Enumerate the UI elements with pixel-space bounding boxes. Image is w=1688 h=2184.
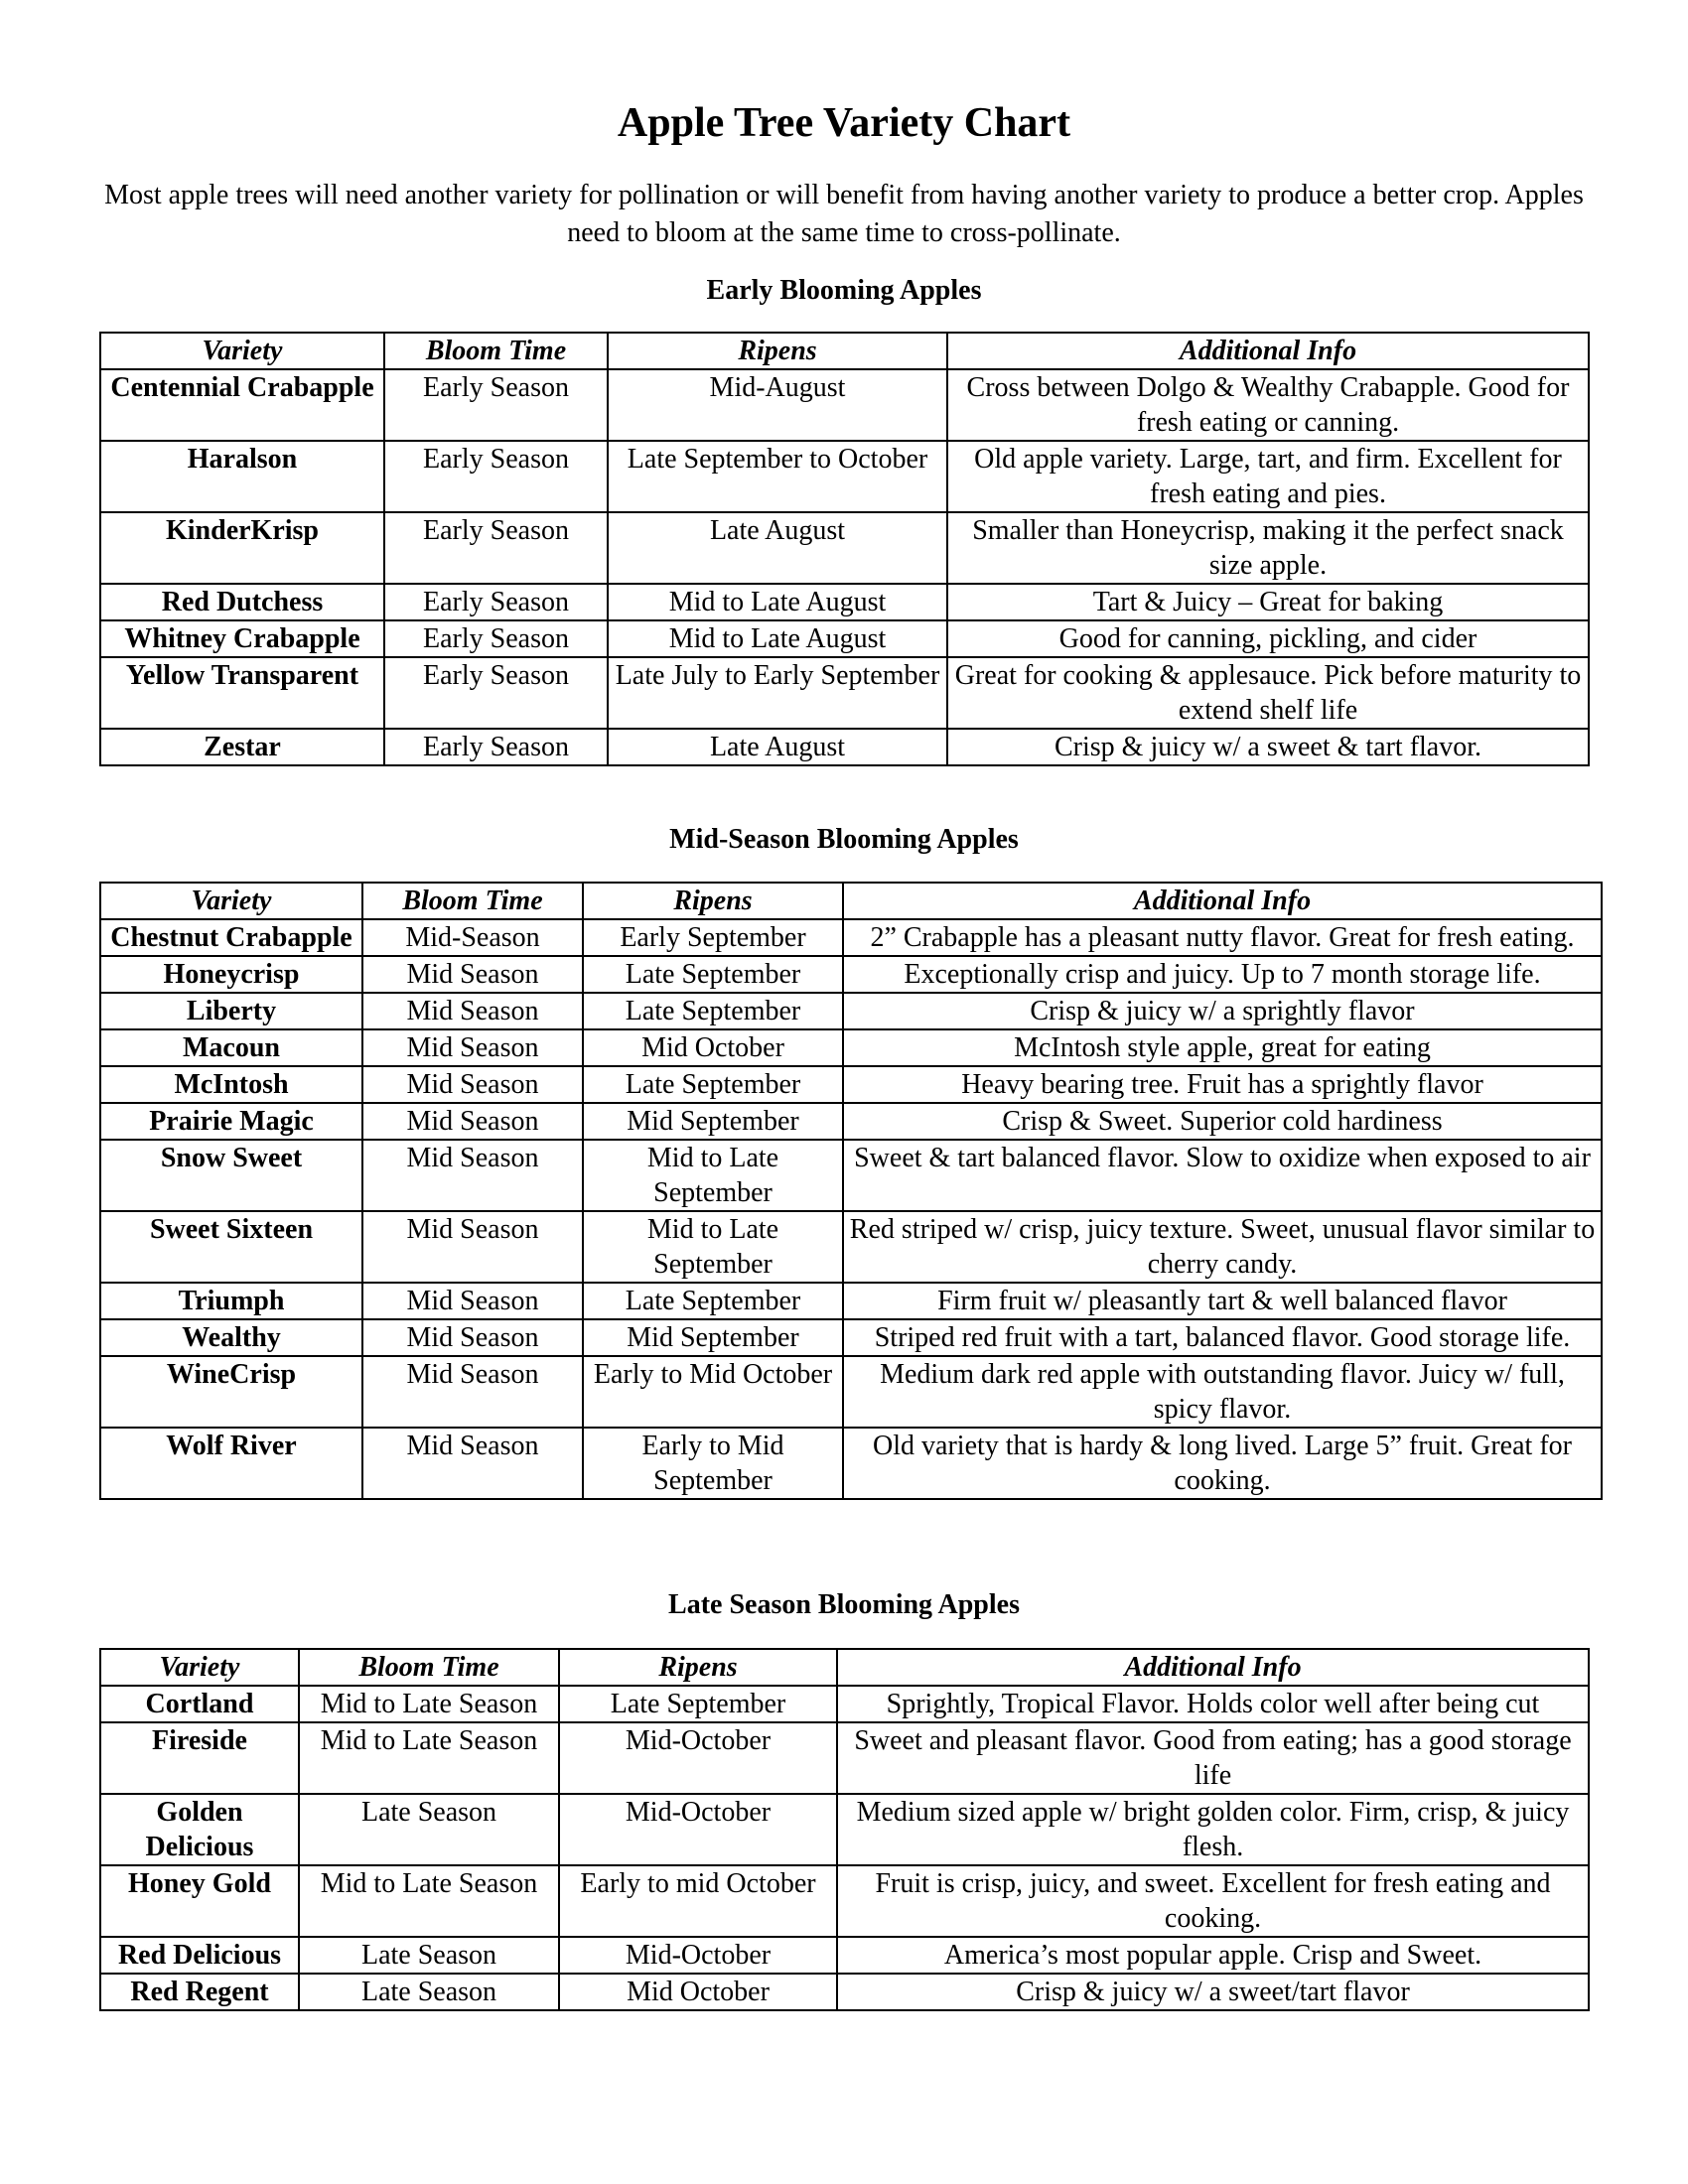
variety-cell: Zestar xyxy=(100,729,384,765)
table-row xyxy=(100,1937,1589,1974)
additional-info-cell: Cross between Dolgo & Wealthy Crabapple. Good for fresh eating or canning. xyxy=(947,369,1589,441)
additional-info-cell: Tart & Juicy – Great for baking xyxy=(947,584,1589,620)
column-header-ripens: Ripens xyxy=(608,333,947,369)
table-row xyxy=(100,1211,1602,1283)
additional-info-cell: Crisp & juicy w/ a sweet & tart flavor. xyxy=(947,729,1589,765)
bloom-time-cell: Mid Season xyxy=(362,1103,583,1140)
variety-cell: Triumph xyxy=(100,1283,362,1319)
table-row xyxy=(100,1356,1602,1428)
ripens-cell: Mid-October xyxy=(559,1937,837,1974)
ripens-cell: Late September xyxy=(583,993,843,1029)
table-row xyxy=(100,369,1589,441)
section-heading-early: Early Blooming Apples xyxy=(706,275,982,306)
additional-info-cell: Sprightly, Tropical Flavor. Holds color well after being cut xyxy=(837,1686,1589,1722)
table-row xyxy=(100,1103,1602,1140)
additional-info-cell: America’s most popular apple. Crisp and Sweet. xyxy=(837,1937,1589,1974)
additional-info-cell: Sweet and pleasant flavor. Good from eating; has a good storage life xyxy=(837,1722,1589,1794)
variety-cell: Snow Sweet xyxy=(100,1140,362,1211)
bloom-time-cell: Mid Season xyxy=(362,1428,583,1499)
section-heading-mid: Mid-Season Blooming Apples xyxy=(669,824,1019,855)
ripens-cell: Mid to Late August xyxy=(608,620,947,657)
ripens-cell: Late August xyxy=(608,729,947,765)
bloom-time-cell: Early Season xyxy=(384,729,608,765)
additional-info-cell: McIntosh style apple, great for eating xyxy=(843,1029,1602,1066)
ripens-cell: Late September xyxy=(583,1066,843,1103)
column-header-bloom-time: Bloom Time xyxy=(384,333,608,369)
table-row xyxy=(100,441,1589,512)
column-header-variety: Variety xyxy=(100,883,362,919)
additional-info-cell: Old variety that is hardy & long lived. Large 5” fruit. Great for cooking. xyxy=(843,1428,1602,1499)
bloom-time-cell: Early Season xyxy=(384,657,608,729)
ripens-cell: Late September xyxy=(559,1686,837,1722)
bloom-time-cell: Mid Season xyxy=(362,1211,583,1283)
ripens-cell: Mid September xyxy=(583,1319,843,1356)
additional-info-cell: Exceptionally crisp and juicy. Up to 7 month storage life. xyxy=(843,956,1602,993)
additional-info-cell: Crisp & juicy w/ a sweet/tart flavor xyxy=(837,1974,1589,2010)
bloom-time-cell: Late Season xyxy=(299,1937,559,1974)
table-row xyxy=(100,1066,1602,1103)
ripens-cell: Mid-October xyxy=(559,1722,837,1794)
variety-cell: Cortland xyxy=(100,1686,299,1722)
ripens-cell: Early to Mid October xyxy=(583,1356,843,1428)
bloom-time-cell: Mid Season xyxy=(362,1283,583,1319)
bloom-time-cell: Mid Season xyxy=(362,1140,583,1211)
column-header-bloom-time: Bloom Time xyxy=(362,883,583,919)
additional-info-cell: Heavy bearing tree. Fruit has a sprightly flavor xyxy=(843,1066,1602,1103)
column-header-ripens: Ripens xyxy=(583,883,843,919)
table-row xyxy=(100,1283,1602,1319)
variety-cell: KinderKrisp xyxy=(100,512,384,584)
table-row xyxy=(100,1029,1602,1066)
variety-cell: Red Delicious xyxy=(100,1937,299,1974)
bloom-time-cell: Mid-Season xyxy=(362,919,583,956)
column-header-ripens: Ripens xyxy=(559,1649,837,1686)
table-row xyxy=(100,512,1589,584)
header-row xyxy=(100,1649,1589,1686)
table-row xyxy=(100,620,1589,657)
ripens-cell: Late September to October xyxy=(608,441,947,512)
additional-info-cell: Medium sized apple w/ bright golden color. Firm, crisp, & juicy flesh. xyxy=(837,1794,1589,1865)
variety-cell: Liberty xyxy=(100,993,362,1029)
table-row xyxy=(100,1686,1589,1722)
ripens-cell: Mid-August xyxy=(608,369,947,441)
additional-info-cell: Crisp & Sweet. Superior cold hardiness xyxy=(843,1103,1602,1140)
table-row xyxy=(100,1319,1602,1356)
bloom-time-cell: Mid Season xyxy=(362,1066,583,1103)
additional-info-cell: Sweet & tart balanced flavor. Slow to oxidize when exposed to air xyxy=(843,1140,1602,1211)
variety-cell: Wealthy xyxy=(100,1319,362,1356)
table-row xyxy=(100,1865,1589,1937)
additional-info-cell: Crisp & juicy w/ a sprightly flavor xyxy=(843,993,1602,1029)
additional-info-cell: 2” Crabapple has a pleasant nutty flavor. Great for fresh eating. xyxy=(843,919,1602,956)
variety-cell: Whitney Crabapple xyxy=(100,620,384,657)
additional-info-cell: Firm fruit w/ pleasantly tart & well balanced flavor xyxy=(843,1283,1602,1319)
ripens-cell: Mid to Late September xyxy=(583,1211,843,1283)
bloom-time-cell: Late Season xyxy=(299,1794,559,1865)
bloom-time-cell: Early Season xyxy=(384,369,608,441)
additional-info-cell: Great for cooking & applesauce. Pick before maturity to extend shelf life xyxy=(947,657,1589,729)
column-header-variety: Variety xyxy=(100,333,384,369)
bloom-time-cell: Mid Season xyxy=(362,1319,583,1356)
ripens-cell: Early September xyxy=(583,919,843,956)
bloom-time-cell: Early Season xyxy=(384,620,608,657)
ripens-cell: Late August xyxy=(608,512,947,584)
table-row xyxy=(100,657,1589,729)
intro-paragraph: Most apple trees will need another variety for pollination or will benefit from having another variety to produce a better crop. Apples need to bloom at the same time to cross-pollinate. xyxy=(104,180,1584,248)
additional-info-cell: Old apple variety. Large, tart, and firm. Excellent for fresh eating and pies. xyxy=(947,441,1589,512)
early-blooming-table xyxy=(99,332,1590,766)
ripens-cell: Late July to Early September xyxy=(608,657,947,729)
ripens-cell: Early to Mid September xyxy=(583,1428,843,1499)
table-row xyxy=(100,1722,1589,1794)
table-row xyxy=(100,729,1589,765)
ripens-cell: Mid September xyxy=(583,1103,843,1140)
column-header-additional-info: Additional Info xyxy=(837,1649,1589,1686)
table-row xyxy=(100,993,1602,1029)
table-row xyxy=(100,1974,1589,2010)
table-row xyxy=(100,919,1602,956)
ripens-cell: Mid October xyxy=(583,1029,843,1066)
bloom-time-cell: Early Season xyxy=(384,584,608,620)
bloom-time-cell: Mid to Late Season xyxy=(299,1686,559,1722)
variety-cell: Prairie Magic xyxy=(100,1103,362,1140)
bloom-time-cell: Late Season xyxy=(299,1974,559,2010)
additional-info-cell: Smaller than Honeycrisp, making it the perfect snack size apple. xyxy=(947,512,1589,584)
ripens-cell: Mid October xyxy=(559,1974,837,2010)
ripens-cell: Mid-October xyxy=(559,1794,837,1865)
bloom-time-cell: Mid Season xyxy=(362,1029,583,1066)
additional-info-cell: Good for canning, pickling, and cider xyxy=(947,620,1589,657)
variety-cell: Golden Delicious xyxy=(100,1794,299,1865)
header-row xyxy=(100,333,1589,369)
bloom-time-cell: Mid Season xyxy=(362,956,583,993)
bloom-time-cell: Early Season xyxy=(384,512,608,584)
variety-cell: Sweet Sixteen xyxy=(100,1211,362,1283)
table-row xyxy=(100,1140,1602,1211)
bloom-time-cell: Early Season xyxy=(384,441,608,512)
table-row xyxy=(100,1428,1602,1499)
ripens-cell: Mid to Late September xyxy=(583,1140,843,1211)
additional-info-cell: Striped red fruit with a tart, balanced flavor. Good storage life. xyxy=(843,1319,1602,1356)
additional-info-cell: Medium dark red apple with outstanding flavor. Juicy w/ full, spicy flavor. xyxy=(843,1356,1602,1428)
bloom-time-cell: Mid Season xyxy=(362,993,583,1029)
variety-cell: Wolf River xyxy=(100,1428,362,1499)
variety-cell: McIntosh xyxy=(100,1066,362,1103)
variety-cell: Honey Gold xyxy=(100,1865,299,1937)
ripens-cell: Late September xyxy=(583,1283,843,1319)
variety-cell: Macoun xyxy=(100,1029,362,1066)
section-heading-late: Late Season Blooming Apples xyxy=(668,1589,1020,1620)
column-header-bloom-time: Bloom Time xyxy=(299,1649,559,1686)
ripens-cell: Mid to Late August xyxy=(608,584,947,620)
header-row xyxy=(100,883,1602,919)
bloom-time-cell: Mid to Late Season xyxy=(299,1865,559,1937)
variety-cell: Honeycrisp xyxy=(100,956,362,993)
ripens-cell: Early to mid October xyxy=(559,1865,837,1937)
ripens-cell: Late September xyxy=(583,956,843,993)
variety-cell: Fireside xyxy=(100,1722,299,1794)
variety-cell: Chestnut Crabapple xyxy=(100,919,362,956)
bloom-time-cell: Mid to Late Season xyxy=(299,1722,559,1794)
column-header-additional-info: Additional Info xyxy=(843,883,1602,919)
variety-cell: Yellow Transparent xyxy=(100,657,384,729)
column-header-additional-info: Additional Info xyxy=(947,333,1589,369)
column-header-variety: Variety xyxy=(100,1649,299,1686)
variety-cell: Red Regent xyxy=(100,1974,299,2010)
variety-cell: Red Dutchess xyxy=(100,584,384,620)
bloom-time-cell: Mid Season xyxy=(362,1356,583,1428)
table-row xyxy=(100,584,1589,620)
table-row xyxy=(100,956,1602,993)
page-title: Apple Tree Variety Chart xyxy=(617,100,1071,146)
variety-cell: Centennial Crabapple xyxy=(100,369,384,441)
late-season-blooming-table xyxy=(99,1648,1590,2011)
additional-info-cell: Red striped w/ crisp, juicy texture. Sweet, unusual flavor similar to cherry candy. xyxy=(843,1211,1602,1283)
additional-info-cell: Fruit is crisp, juicy, and sweet. Excellent for fresh eating and cooking. xyxy=(837,1865,1589,1937)
variety-cell: WineCrisp xyxy=(100,1356,362,1428)
mid-season-blooming-table xyxy=(99,882,1603,1500)
table-row xyxy=(100,1794,1589,1865)
variety-cell: Haralson xyxy=(100,441,384,512)
